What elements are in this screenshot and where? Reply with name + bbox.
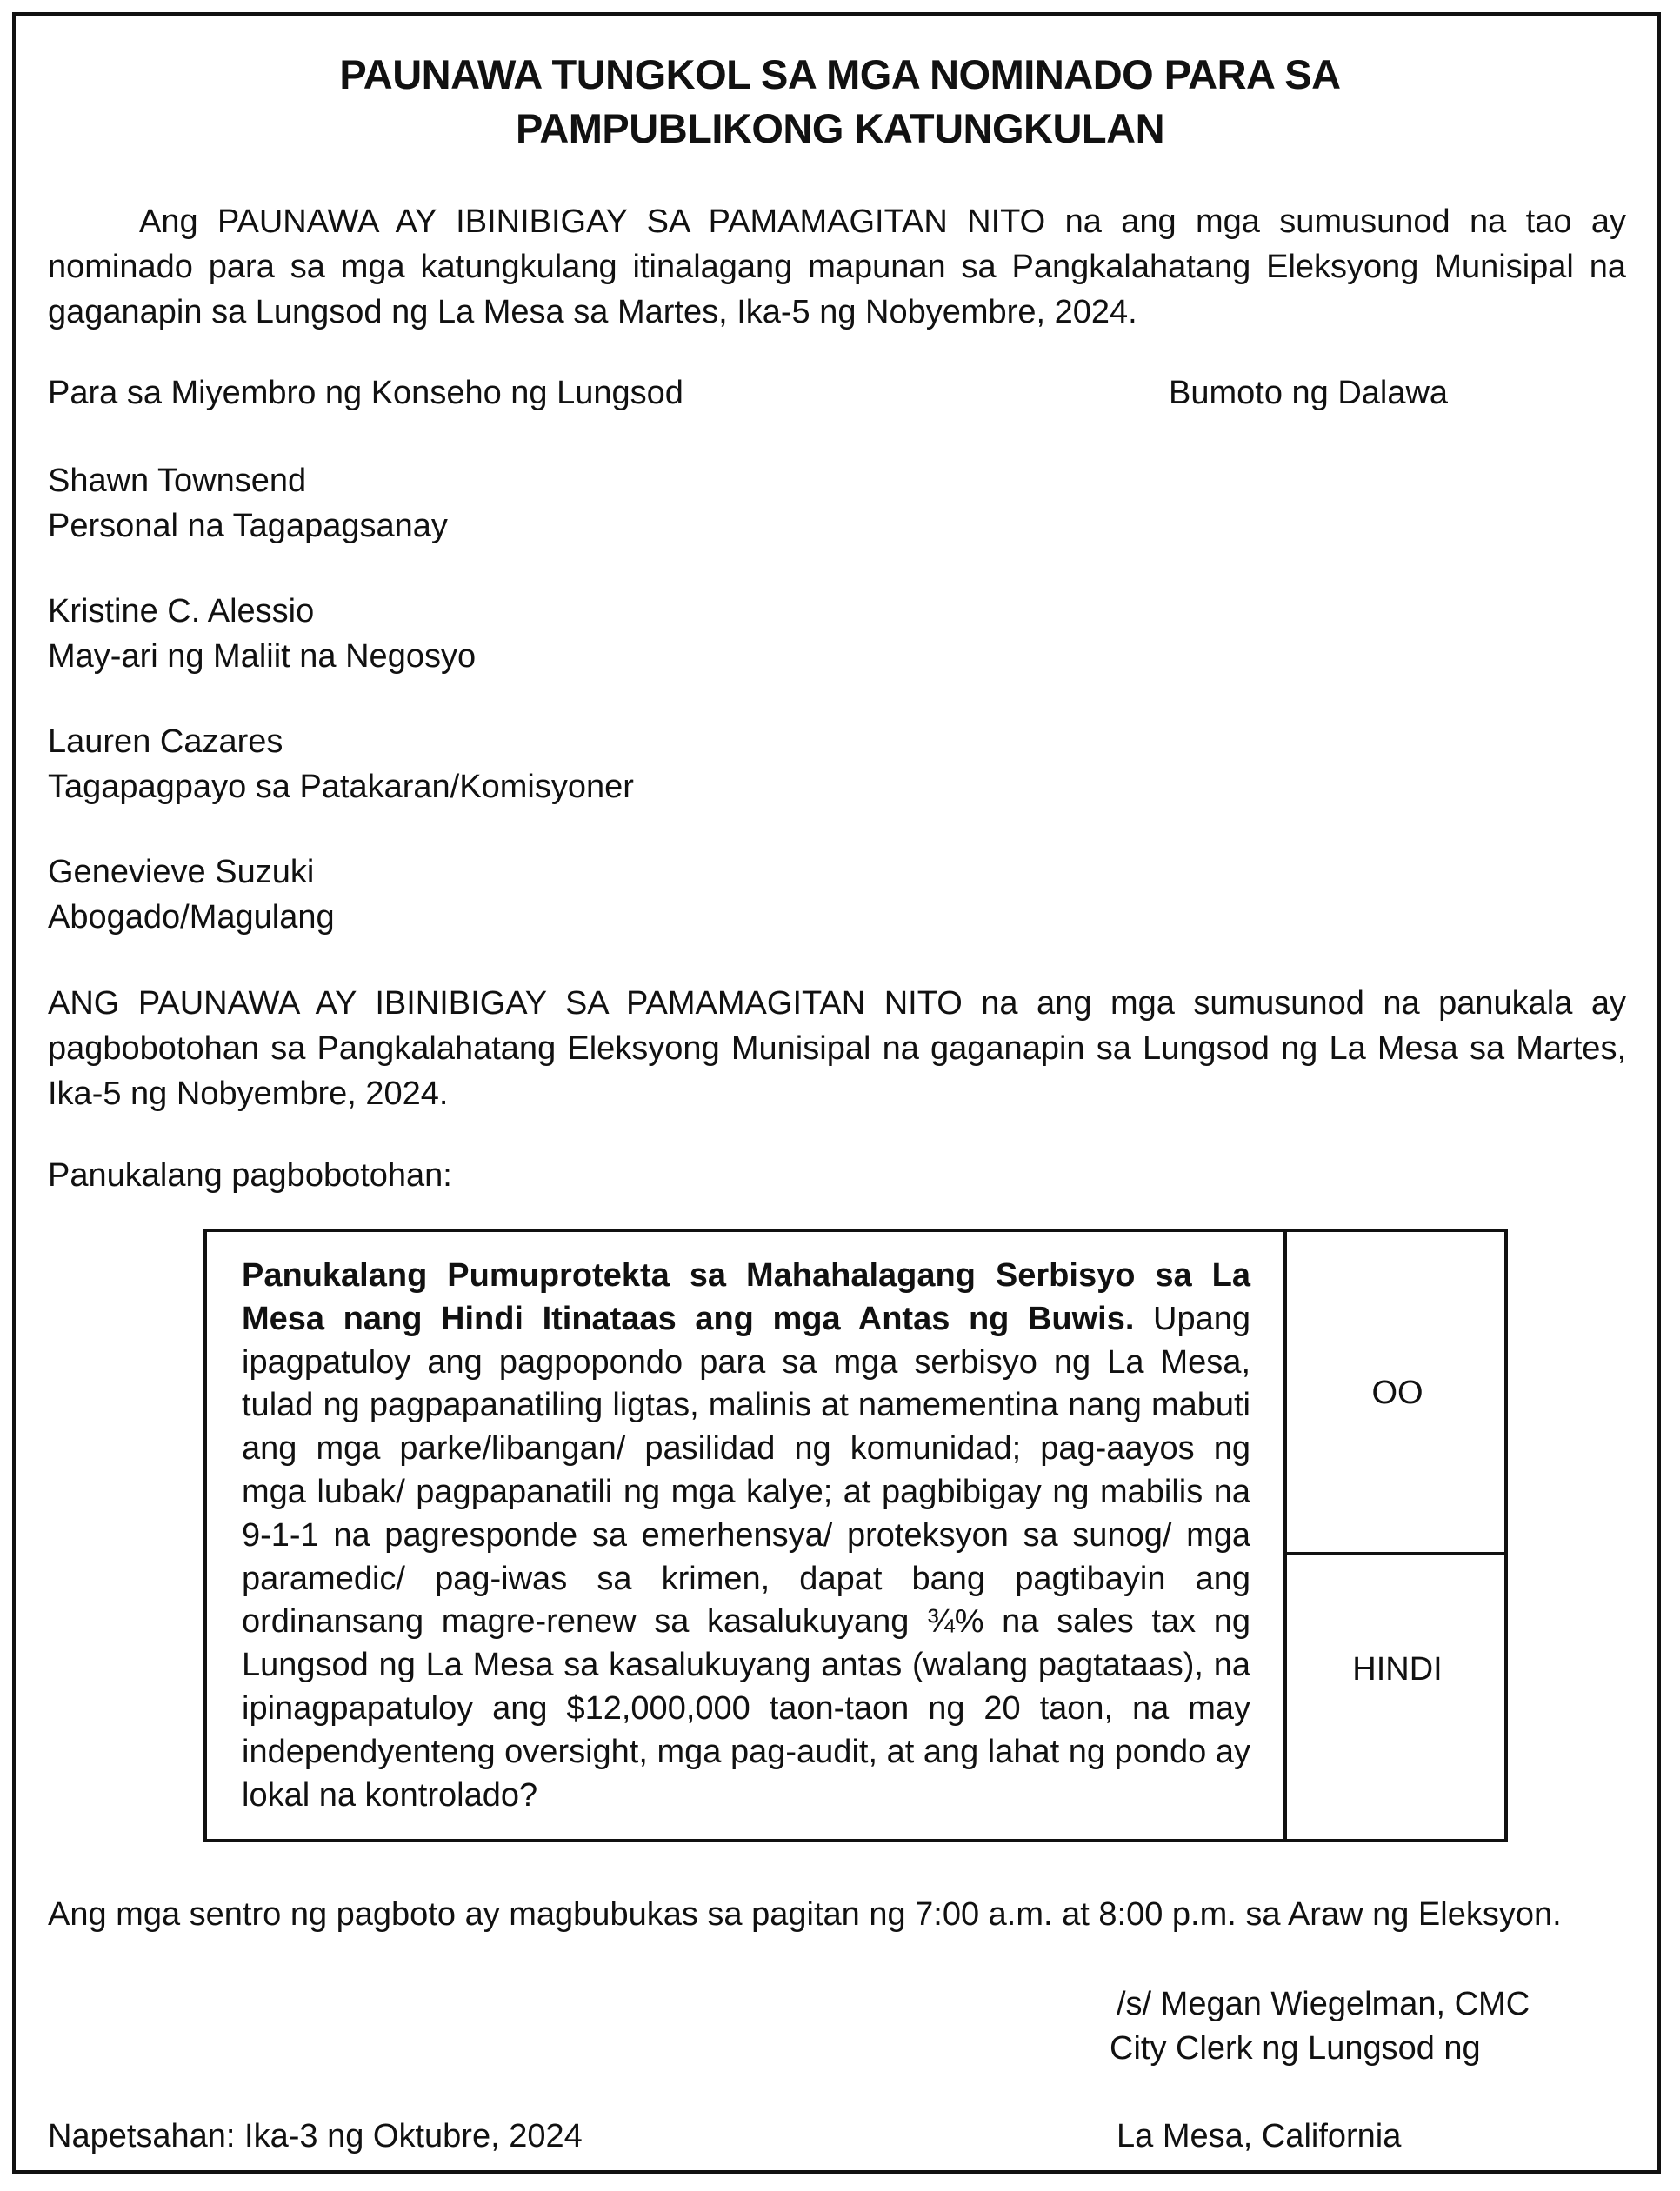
title-line-2: PAMPUBLIKONG KATUNGKULAN xyxy=(515,105,1165,151)
horizontal-divider xyxy=(1283,1552,1508,1555)
measure-ballot-box xyxy=(203,1229,1508,1842)
candidate-occupation: Abogado/Magulang xyxy=(48,899,335,936)
candidate-entry xyxy=(48,719,634,809)
dated-text: Napetsahan: Ika-3 ng Oktubre, 2024 xyxy=(48,2118,583,2154)
candidate-entry xyxy=(48,589,476,679)
candidate-name: Genevieve Suzuki xyxy=(48,854,315,890)
measure-notice-paragraph: ANG PAUNAWA AY IBINIBIGAY SA PAMAMAGITAN NITO na ang mga sumusunod na panukala ay pagbobotohan sa Pangkalahatang Eleksyong Munisipal na gaganapin sa Lungsod ng La Mesa sa Martes, Ika-5 ng Nobyembre, 2024. xyxy=(48,985,1626,1112)
intro-paragraph: Ang PAUNAWA AY IBINIBIGAY SA PAMAMAGITAN NITO na ang mga sumusunod na tao ay nominado para sa mga katungkulang itinalagang mapunan sa Pangkalahatang Eleksyong Munisipal na gaganapin sa Lungsod ng La Mesa sa Martes, Ika-5 ng Nobyembre, 2024. xyxy=(48,203,1626,330)
candidate-name: Lauren Cazares xyxy=(48,723,283,760)
measure-text xyxy=(242,1255,1250,1817)
no-choice[interactable]: HINDI xyxy=(1352,1651,1443,1688)
signature-title: City Clerk ng Lungsod ng xyxy=(1110,2030,1481,2067)
vertical-divider xyxy=(1283,1232,1287,1839)
measure-heading: Panukalang pagbobotohan: xyxy=(48,1157,452,1194)
office-label: Para sa Miyembro ng Konseho ng Lungsod xyxy=(48,375,683,411)
vote-for-label: Bumoto ng Dalawa xyxy=(1169,375,1449,411)
signature-location: La Mesa, California xyxy=(1117,2118,1402,2154)
candidate-occupation: May-ari ng Maliit na Negosyo xyxy=(48,638,477,675)
candidate-entry xyxy=(48,849,335,940)
notice-title xyxy=(0,48,1680,156)
yes-choice[interactable]: OO xyxy=(1371,1375,1423,1411)
polls-hours-text: Ang mga sentro ng pagboto ay magbubukas sa pagitan ng 7:00 a.m. at 8:00 p.m. sa Araw ng Eleksyon. xyxy=(48,1896,1562,1933)
candidate-occupation: Tagapagpayo sa Patakaran/Komisyoner xyxy=(48,769,634,805)
signature-name: /s/ Megan Wiegelman, CMC xyxy=(1117,1986,1530,2022)
candidate-name: Kristine C. Alessio xyxy=(48,593,315,629)
title-line-1: PAUNAWA TUNGKOL SA MGA NOMINADO PARA SA xyxy=(339,51,1341,97)
candidate-name: Shawn Townsend xyxy=(48,463,307,499)
candidate-entry xyxy=(48,458,448,549)
measure-body: Upang ipagpatuloy ang pagpopondo para sa mga serbisyo ng La Mesa, tulad ng pagpapanatiling ligtas, malinis at namementina nang mabuti ang mga parke/libangan/ pasilidad ng komunidad; pag-aayos ng mga lubak/ pagpapanatili ng mga kalye; at pagbibigay ng mabilis na 9-1-1 na pagresponde sa emerhensya/ proteksyon sa sunog/ mga paramedic/ pag-iwas sa krimen, dapat bang pagtibayin ang ordinansang magre-renew sa kasalukuyang ¾% na sales tax ng Lungsod ng La Mesa sa kasalukuyang antas (walang pagtataas), na ipinagpapatuloy ang $12,000,000 taon-taon ng 20 taon, na may independyenteng oversight, mga pag-audit, at ang lahat ng pondo ay lokal na kontrolado? xyxy=(242,1300,1250,1814)
measure-title: Panukalang Pumuprotekta sa Mahahalagang Serbisyo sa La Mesa nang Hindi Itinataas ang mga Antas ng Buwis. xyxy=(242,1257,1250,1337)
candidate-occupation: Personal na Tagapagsanay xyxy=(48,508,448,544)
